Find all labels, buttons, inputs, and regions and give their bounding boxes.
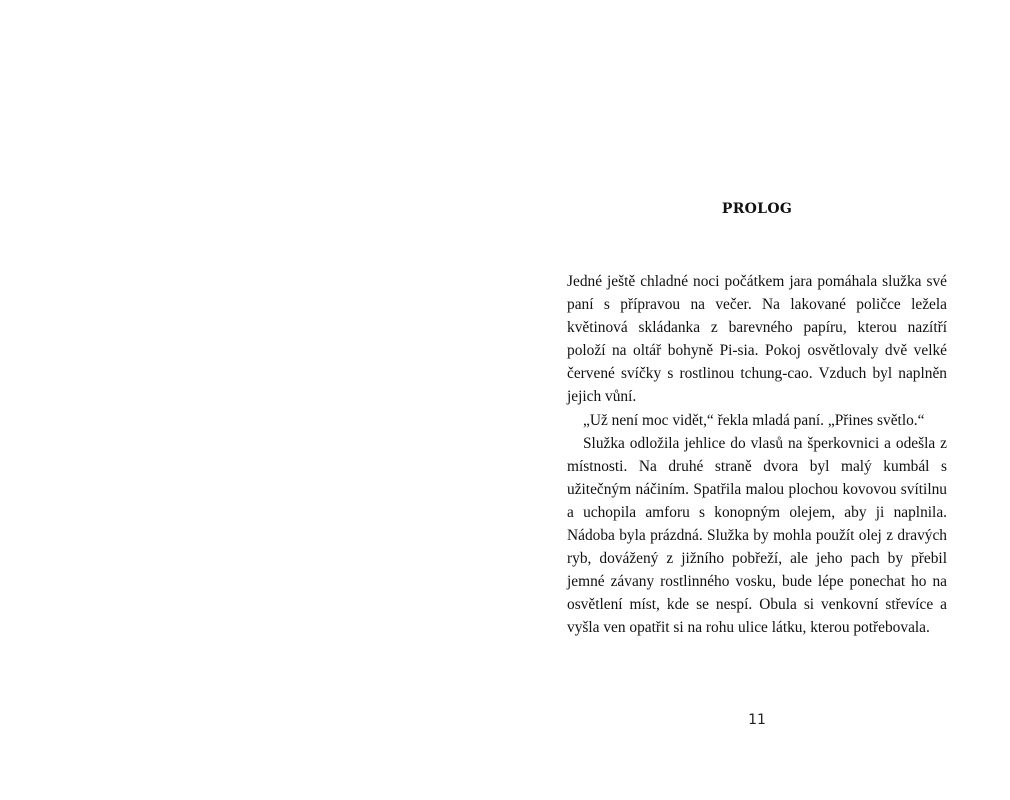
chapter-title: PROLOG bbox=[721, 201, 793, 217]
page-number: 11 bbox=[748, 712, 766, 728]
paragraph-3: Služka odložila jehlice do vlasů na šperkovnici a odešla z místnosti. Na druhé straně dvora byl malý kumbál s užitečným náčiním. Spatřila malou plochou kovovou svítilnu a uchopila amforu s konopným olejem, aby ji naplnila. Nádoba byla prázdná. Služka by mohla použít olej z dravých ryb, dovážený z jižního pobřeží, ale jeho pach by přebil jemné závany rostlinného vosku, bude lépe ponechat ho na osvětlení míst, kde se nespí. Obula si venkovní střevíce a vyšla ven opatřit si na rohu ulice látku, kterou potřebovala. bbox=[567, 434, 947, 637]
paragraph-2: „Už není moc vidět,“ řekla mladá paní. „Přines světlo.“ bbox=[583, 411, 925, 429]
body-text bbox=[567, 270, 947, 640]
right-page bbox=[505, 0, 1010, 800]
paragraph-1: Jedné ještě chladné noci počátkem jara pomáhala služka své paní s přípravou na večer. Na lakované poličce ležela květinová skládanka z barevného papíru, kterou nazítří položí na oltář bohyně Pi-sia. Pokoj osvětlovaly dvě velké červené svíčky s rostlinou tchung-cao. Vzduch byl naplněn jejich vůní. bbox=[567, 273, 947, 406]
